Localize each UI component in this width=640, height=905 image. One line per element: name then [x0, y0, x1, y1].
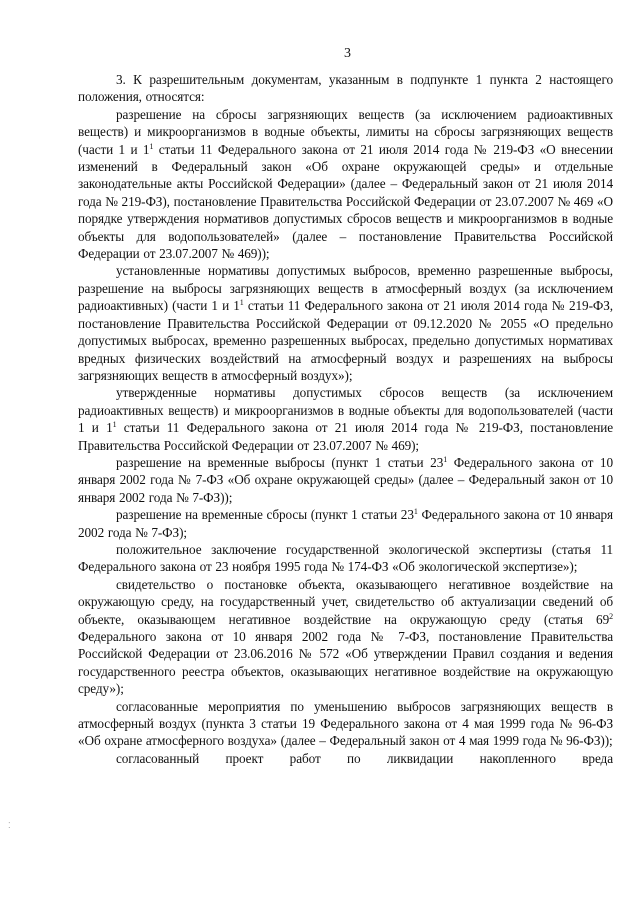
paragraph-text: утвержденные нормативы допустимых сбросов веществ (за исключением радиоактивных веществ) и микроорганизмов в водные объекты для водопользователей (части 1 и 1 [78, 385, 613, 436]
paragraph-text: разрешение на сбросы загрязняющих веществ (за исключением радиоактивных веществ) и микроорганизмов в водные объекты, лимиты на сбросы загрязняющих веществ (части 1 и 1 [78, 106, 613, 157]
paragraph-text-continued: статьи 11 Федерального закона от 21 июля 2014 года № 219-ФЗ «О внесении изменений в Федеральный закон «Об охране окружающей среды» и отдельные законодательные акты Российской Федерации» (далее – Федеральный закон от 21 июля 2014 года № 219-ФЗ), постановление Правительства Российской Федерации от 23.07.2007 № 469 «О порядке утверждения нормативов допустимых сбросов веществ и микроорганизмов в водные объекты для водопользователей» (далее – постановление Правительства Российской Федерации от 23.07.2007 № 469)); [78, 141, 613, 262]
paragraph-text: согласованные мероприятия по уменьшению выбросов загрязняющих веществ в атмосферный воздух (пункта 3 статьи 19 Федерального закона от 4 мая 1999 года № 96-ФЗ «Об охране атмосферного воздуха» (далее – Федеральный закон от 4 мая 1999 года № 96-ФЗ)); [78, 698, 613, 749]
paragraph-temporary-discharges [78, 506, 613, 541]
paragraph-text: свидетельство о постановке объекта, оказывающего негативное воздействие на окружающую среду, на государственный учет, свидетельство об актуализации сведений об объекте, оказывающем негативное воздействие на окружающую среду (статья 69 [78, 576, 613, 627]
scan-margin-mark: ⁚ [8, 821, 12, 830]
superscript: 1 [149, 141, 154, 151]
paragraph-text: положительное заключение государственной экологической экспертизы (статья 11 Федерального закона от 23 ноября 1995 года № 174-ФЗ «Об экологической экспертизе»); [78, 541, 613, 575]
superscript: 2 [609, 611, 613, 621]
page-number: 3 [344, 46, 351, 61]
paragraph-text-continued: Федерального закона от 10 января 2002 года № 7-ФЗ); [78, 507, 613, 540]
paragraph-text: 3. К разрешительным документам, указанным в подпункте 1 пункта 2 настоящего положения, относятся: [78, 72, 613, 105]
paragraph-text-continued: статьи 11 Федерального закона от 21 июля 2014 года № 219-ФЗ, постановление Правительства Российской Федерации от 23.07.2007 № 469); [78, 420, 613, 453]
paragraph-text: разрешение на временные выбросы (пункт 1 статьи 23 [116, 454, 444, 470]
paragraph-liquidation-project [78, 750, 613, 767]
paragraph-ecological-expertise [78, 541, 613, 576]
paragraph-text-continued: статьи 11 Федерального закона от 21 июля 2014 года № 219-ФЗ, постановление Правительства Российской Федерации от 09.12.2020 № 2055 «О предельно допустимых выбросах, временно разрешенных выбросах, предельно допустимых нормативах вредных физических воздействий на атмосферный воздух и разрешениях на выбросы загрязняющих веществ в атмосферный воздух»); [78, 298, 613, 383]
superscript: 1 [443, 454, 448, 464]
paragraph-intro [78, 71, 613, 106]
paragraph-emission-standards [78, 262, 613, 384]
superscript: 1 [239, 298, 244, 308]
paragraph-emission-reduction [78, 698, 613, 750]
paragraph-registration-certificate [78, 576, 613, 698]
superscript: 1 [112, 420, 117, 430]
paragraph-temporary-emissions [78, 454, 613, 506]
paragraph-text: согласованный проект работ по ликвидации накопленного вреда [116, 750, 613, 766]
paragraph-discharge-standards [78, 384, 613, 454]
paragraph-text-continued: Федерального закона от 10 января 2002 года № 7-ФЗ, постановление Правительства Российской Федерации от 23.06.2016 № 572 «Об утверждении Правил создания и ведения государственного реестра объектов, оказывающих негативное воздействие на окружающую среду»); [78, 629, 613, 697]
paragraph-text: установленные нормативы допустимых выбросов, временно разрешенные выбросы, разрешение на выбросы загрязняющих веществ в атмосферный воздух (за исключением радиоактивных) (части 1 и 1 [78, 263, 613, 314]
paragraph-text-continued: Федерального закона от 10 января 2002 года № 7-ФЗ «Об охране окружающей среды» (далее – Федеральный закон от 10 января 2002 года № 7-ФЗ)); [78, 454, 613, 505]
paragraph-text: разрешение на временные сбросы (пункт 1 статьи 23 [116, 507, 414, 523]
superscript: 1 [413, 507, 418, 517]
paragraph-discharge-permit [78, 106, 613, 263]
